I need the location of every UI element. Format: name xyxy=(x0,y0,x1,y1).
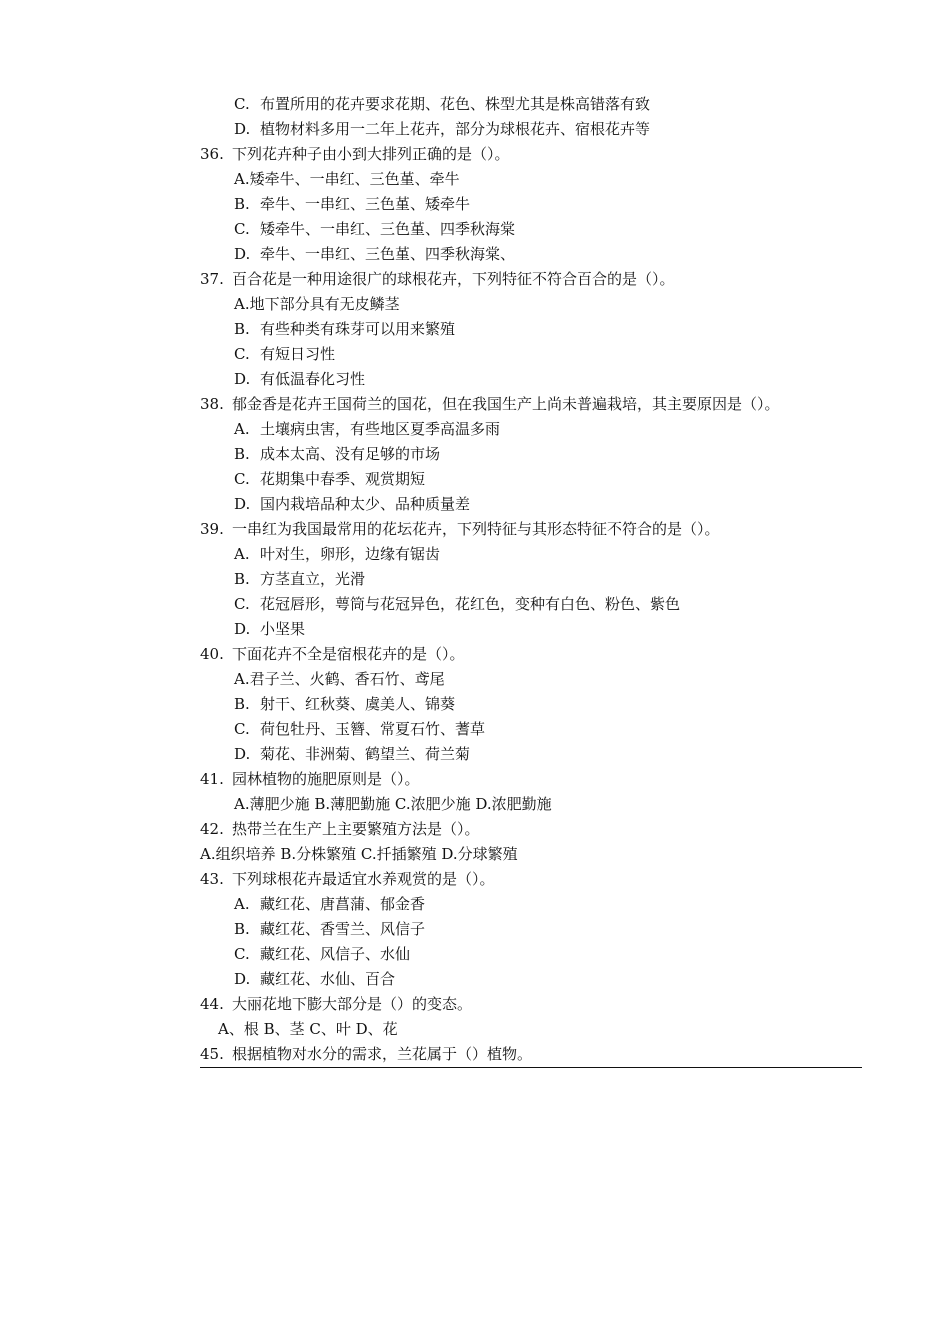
option-letter: B. xyxy=(234,320,250,338)
question-text: 大丽花地下膨大部分是（）的变态。 xyxy=(232,995,473,1013)
option-line xyxy=(200,692,862,717)
option-line xyxy=(200,92,862,117)
option-line xyxy=(200,792,862,817)
question-line xyxy=(200,867,862,892)
question-text: 郁金香是花卉王国荷兰的国花，但在我国生产上尚未普遍栽培，其主要原因是（）。 xyxy=(232,395,780,413)
option-line xyxy=(200,117,862,142)
option-line xyxy=(200,467,862,492)
option-text: 小坚果 xyxy=(260,620,306,638)
option-text: 荷包牡丹、玉簪、常夏石竹、蓍草 xyxy=(260,720,486,738)
question-number: 43. xyxy=(200,870,224,888)
option-letter: A. xyxy=(234,895,250,913)
question-number: 45. xyxy=(200,1045,224,1063)
question-number: 41. xyxy=(200,770,224,788)
option-letter: C. xyxy=(234,945,250,963)
option-text: 花期集中春季、观赏期短 xyxy=(260,470,426,488)
question-line xyxy=(200,1042,862,1068)
question-line xyxy=(200,817,862,842)
question-text: 热带兰在生产上主要繁殖方法是（）。 xyxy=(232,820,480,838)
option-letter: B. xyxy=(234,195,250,213)
option-text: 土壤病虫害，有些地区夏季高温多雨 xyxy=(260,420,501,438)
option-text: A、根 B、茎 C、叶 D、花 xyxy=(218,1020,398,1038)
question-line xyxy=(200,267,862,292)
option-text: 射干、红秋葵、虞美人、锦葵 xyxy=(260,695,456,713)
question-text: 百合花是一种用途很广的球根花卉，下列特征不符合百合的是（）。 xyxy=(232,270,675,288)
question-line xyxy=(200,767,862,792)
option-letter: C. xyxy=(234,595,250,613)
option-text: 花冠唇形，萼筒与花冠异色，花红色，变种有白色、粉色、紫色 xyxy=(260,595,681,613)
question-number: 36. xyxy=(200,145,224,163)
option-text: A.薄肥少施 B.薄肥勤施 C.浓肥少施 D.浓肥勤施 xyxy=(234,795,552,813)
option-line xyxy=(200,917,862,942)
option-line xyxy=(200,317,862,342)
question-line xyxy=(200,992,862,1017)
option-text: 藏红花、唐菖蒲、郁金香 xyxy=(260,895,426,913)
option-line xyxy=(200,417,862,442)
option-letter: D. xyxy=(234,370,251,388)
option-letter: D. xyxy=(234,245,251,263)
option-text: 牵牛、一串红、三色堇、四季秋海棠、 xyxy=(260,245,516,263)
option-text: 植物材料多用一二年上花卉，部分为球根花卉、宿根花卉等 xyxy=(260,120,651,138)
option-line xyxy=(200,442,862,467)
option-letter: A. xyxy=(234,545,250,563)
option-letter: B. xyxy=(234,920,250,938)
option-line xyxy=(200,492,862,517)
question-line xyxy=(200,142,862,167)
option-letter: B. xyxy=(234,570,250,588)
option-text: 国内栽培品种太少、品种质量差 xyxy=(260,495,471,513)
option-text: A.君子兰、火鹤、香石竹、鸢尾 xyxy=(234,670,445,688)
option-line xyxy=(200,942,862,967)
option-letter: D. xyxy=(234,620,251,638)
option-text: 有低温春化习性 xyxy=(260,370,366,388)
option-line xyxy=(200,967,862,992)
option-text: 有些种类有珠芽可以用来繁殖 xyxy=(260,320,456,338)
option-text: 方茎直立，光滑 xyxy=(260,570,366,588)
option-line xyxy=(200,617,862,642)
option-line xyxy=(200,192,862,217)
question-line xyxy=(200,392,862,417)
option-text: 叶对生，卵形，边缘有锯齿 xyxy=(260,545,441,563)
option-letter: D. xyxy=(234,970,251,988)
question-text: 下列球根花卉最适宜水养观赏的是（）。 xyxy=(232,870,495,888)
option-letter: D. xyxy=(234,495,251,513)
question-number: 37. xyxy=(200,270,224,288)
option-line xyxy=(200,567,862,592)
option-text: 藏红花、香雪兰、风信子 xyxy=(260,920,426,938)
option-letter: C. xyxy=(234,470,250,488)
option-text: 有短日习性 xyxy=(260,345,336,363)
question-list xyxy=(200,92,862,1068)
option-letter: D. xyxy=(234,745,251,763)
option-text: A.矮牵牛、一串红、三色堇、牵牛 xyxy=(234,170,460,188)
question-number: 42. xyxy=(200,820,224,838)
option-line xyxy=(200,242,862,267)
question-text: 一串红为我国最常用的花坛花卉，下列特征与其形态特征不符合的是（）。 xyxy=(232,520,720,538)
option-line xyxy=(200,342,862,367)
option-line xyxy=(200,592,862,617)
option-text: A.组织培养 B.分株繁殖 C.扦插繁殖 D.分球繁殖 xyxy=(200,845,518,863)
option-letter: B. xyxy=(234,695,250,713)
option-line xyxy=(200,367,862,392)
option-text: 藏红花、水仙、百合 xyxy=(260,970,396,988)
question-number: 40. xyxy=(200,645,224,663)
option-text: 菊花、非洲菊、鹤望兰、荷兰菊 xyxy=(260,745,471,763)
option-letter: C. xyxy=(234,220,250,238)
option-text: 矮牵牛、一串红、三色堇、四季秋海棠 xyxy=(260,220,516,238)
option-text: 牵牛、一串红、三色堇、矮牵牛 xyxy=(260,195,471,213)
option-text: 藏红花、风信子、水仙 xyxy=(260,945,411,963)
option-line xyxy=(200,292,862,317)
option-letter: B. xyxy=(234,445,250,463)
question-number: 38. xyxy=(200,395,224,413)
option-line xyxy=(200,542,862,567)
question-text: 根据植物对水分的需求，兰花属于（）植物。 xyxy=(232,1045,533,1063)
option-line xyxy=(200,717,862,742)
option-line xyxy=(200,217,862,242)
option-line xyxy=(200,1017,862,1042)
question-number: 44. xyxy=(200,995,224,1013)
question-line xyxy=(200,642,862,667)
option-letter: D. xyxy=(234,120,251,138)
question-text: 园林植物的施肥原则是（）。 xyxy=(232,770,420,788)
option-letter: C. xyxy=(234,95,250,113)
option-letter: C. xyxy=(234,345,250,363)
option-text: A.地下部分具有无皮鳞茎 xyxy=(234,295,400,313)
question-line xyxy=(200,517,862,542)
option-text: 成本太高、没有足够的市场 xyxy=(260,445,441,463)
option-letter: A. xyxy=(234,420,250,438)
option-line xyxy=(200,892,862,917)
option-text: 布置所用的花卉要求花期、花色、株型尤其是株高错落有致 xyxy=(260,95,651,113)
option-line xyxy=(200,842,862,867)
option-letter: C. xyxy=(234,720,250,738)
option-line xyxy=(200,667,862,692)
question-text: 下面花卉不全是宿根花卉的是（）。 xyxy=(232,645,465,663)
option-line xyxy=(200,742,862,767)
option-line xyxy=(200,167,862,192)
question-number: 39. xyxy=(200,520,224,538)
question-text: 下列花卉种子由小到大排列正确的是（）。 xyxy=(232,145,510,163)
